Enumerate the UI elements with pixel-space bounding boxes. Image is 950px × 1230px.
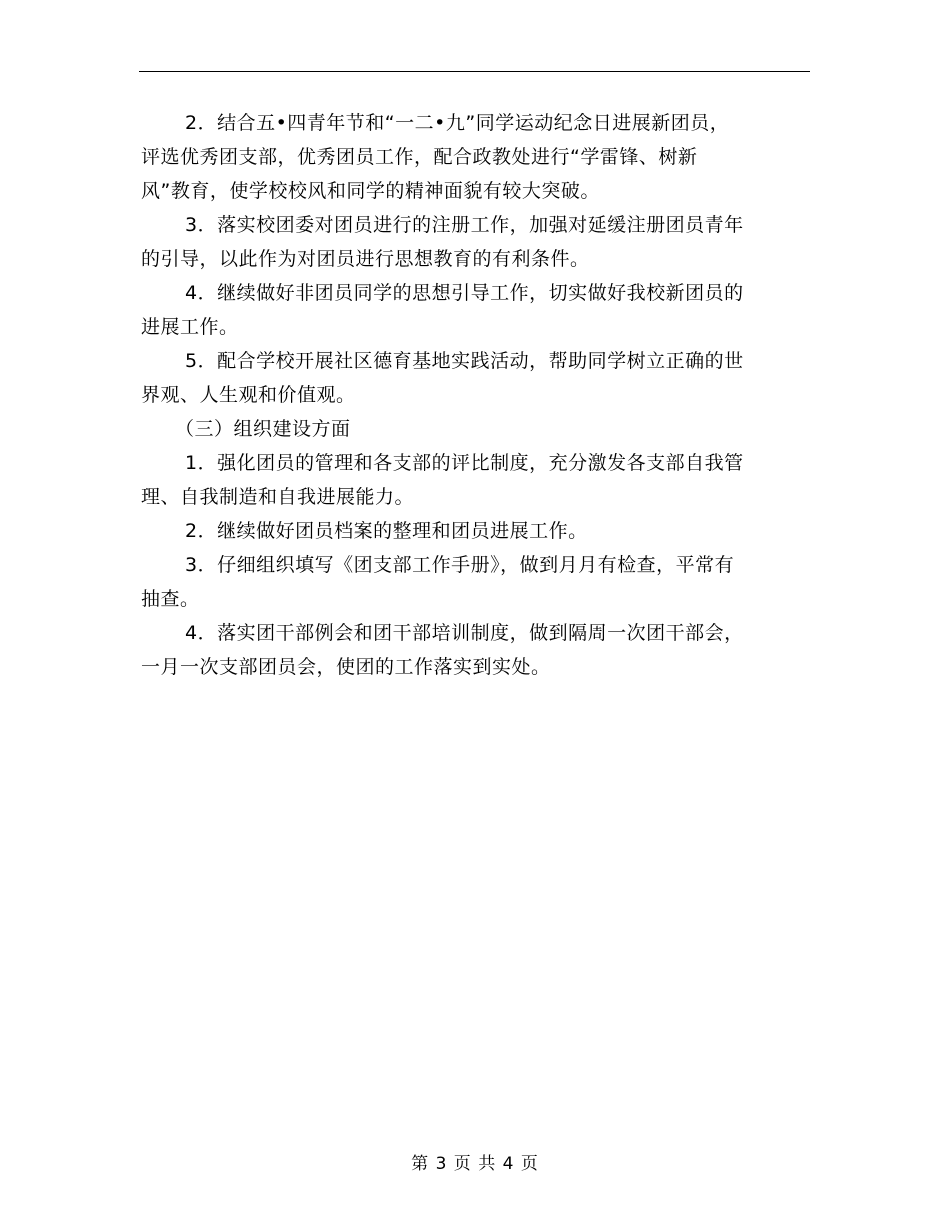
- paragraph-line: 评选优秀团支部，优秀团员工作，配合政教处进行“学雷锋、树新: [141, 146, 698, 168]
- document-body: [141, 106, 811, 684]
- paragraph-line: 的引导，以此作为对团员进行思想教育的有利条件。: [141, 248, 590, 270]
- paragraph-line: 4．落实团干部例会和团干部培训制度，做到隔周一次团干部会，: [185, 622, 744, 644]
- paragraph-line: 抽查。: [141, 588, 200, 610]
- paragraph-line: 界观、人生观和价值观。: [141, 384, 356, 406]
- paragraph-line: 理、自我制造和自我进展能力。: [141, 486, 415, 508]
- paragraph-line: 进展工作。: [141, 316, 239, 338]
- paragraph-line: 2．继续做好团员档案的整理和团员进展工作。: [185, 520, 588, 542]
- paragraph-line: 风”教育，使学校校风和同学的精神面貌有较大突破。: [141, 180, 600, 202]
- page-number-footer: 第 3 页 共 4 页: [411, 1154, 539, 1174]
- paragraph-line: 3．仔细组织填写《团支部工作手册》，做到月月有检查，平常有: [185, 554, 735, 576]
- section-heading: （三）组织建设方面: [175, 418, 351, 440]
- paragraph-line: 3．落实校团委对团员进行的注册工作，加强对延缓注册团员青年: [185, 214, 744, 236]
- paragraph-line: 2．结合五•四青年节和“一二•九”同学运动纪念日进展新团员，: [185, 112, 730, 134]
- paragraph-line: 5．配合学校开展社区德育基地实践活动，帮助同学树立正确的世: [185, 350, 744, 372]
- header-rule: [139, 71, 810, 72]
- paragraph-line: 4．继续做好非团员同学的思想引导工作，切实做好我校新团员的: [185, 282, 744, 304]
- paragraph-line: 一月一次支部团员会，使团的工作落实到实处。: [141, 656, 551, 678]
- paragraph-line: 1．强化团员的管理和各支部的评比制度，充分激发各支部自我管: [185, 452, 744, 474]
